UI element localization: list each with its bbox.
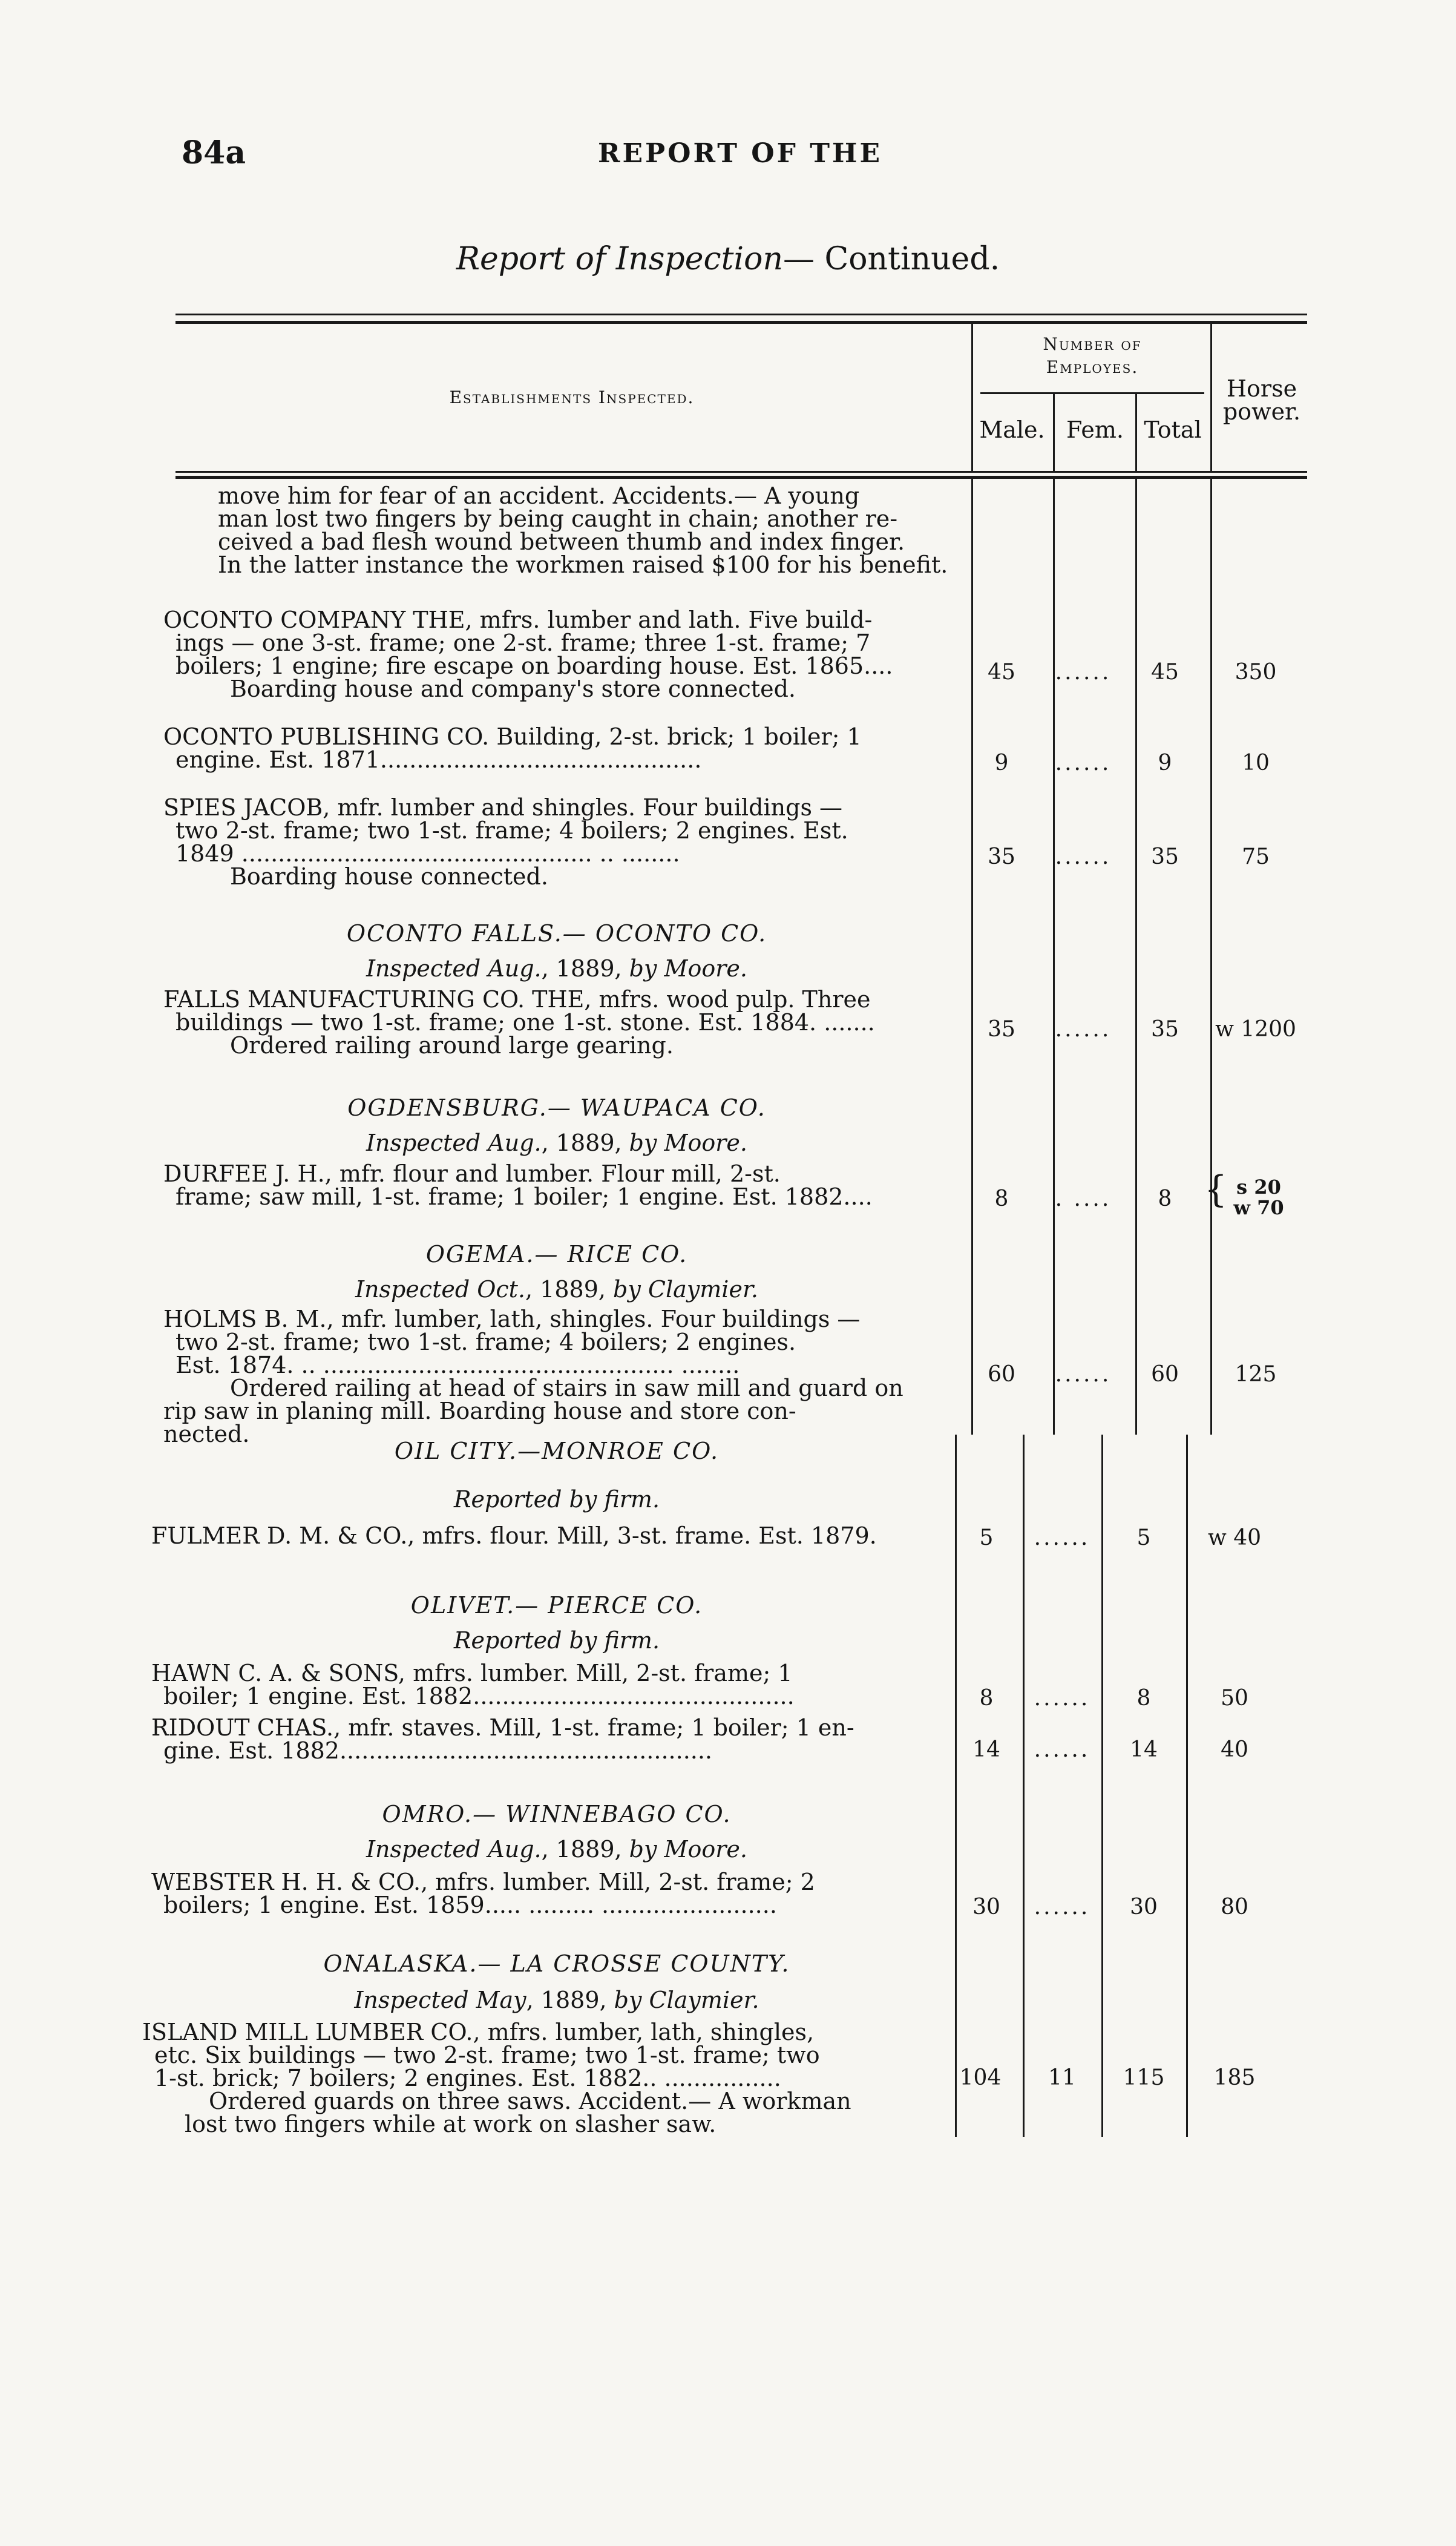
running-title: REPORT OF THE [597,138,883,169]
inspection-note: Inspected Oct., 1889, by Claymier. [355,1276,759,1303]
entry-hawn: HAWN C. A. & SONS, mfrs. lumber. Mill, 2-st. frame; 1 boiler; 1 engine. Est. 1882............................................ [151,1660,795,1709]
total-count: 9 [1158,751,1172,775]
page-number: 84a [182,134,246,171]
fem-count: ...... [1034,1737,1090,1762]
fem-count: ...... [1034,1525,1090,1550]
header-divider [1135,393,1137,471]
entry-oconto-company: OCONTO COMPANY THE, mfrs. lumber and lath. Five build- ings — one 3-st. frame; one 2-st. frame; three 1-st. frame; 7 boilers; 1 engine; fire escape on boarding house. Est. 1865.... Boarding house and company's store connected. [163,607,893,702]
inspection-note: Inspected May, 1889, by Claymier. [354,1987,759,2013]
inspection-note: Inspected Aug., 1889, by Moore. [366,1130,747,1156]
total-count: 45 [1151,660,1179,685]
inspection-note: Inspected Aug., 1889, by Moore. [366,955,747,982]
entry-oconto-publishing: OCONTO PUBLISHING CO. Building, 2-st. brick; 1 boiler; 1 engine. Est. 1871............................................ [163,723,862,773]
column-line [1135,478,1137,1435]
section-heading: OCONTO FALLS.— OCONTO CO. [346,920,767,947]
male-count: 35 [988,1017,1015,1042]
entry-island-mill: ISLAND MILL LUMBER CO., mfrs. lumber, lath, shingles, etc. Six buildings — two 2-st. frame; two 1-st. frame; two 1-st. brick; 7 boilers; 2 engines. Est. 1882.. ................ Ordered guards on three saws. Accident.— A workman lost two fingers while at work on slasher saw. [142,2019,851,2137]
header-divider [1053,393,1055,471]
horse-power-steam: s 20 [1236,1176,1281,1199]
male-count: 35 [988,844,1015,869]
section-heading: OIL CITY.—MONROE CO. [394,1438,720,1464]
total-count: 30 [1130,1895,1158,1919]
column-line [971,478,973,1435]
header-bottom-rule [175,471,1307,473]
horse-power: 50 [1221,1686,1248,1711]
male-count: 9 [994,751,1009,775]
brace-icon: { [1204,1168,1228,1211]
horse-power-water: w 70 [1233,1196,1284,1219]
entry-spies-jacob: SPIES JACOB, mfr. lumber and shingles. Four buildings — two 2-st. frame; two 1-st. frame; 4 boilers; 2 engines. Est. 1849 ................................................ .. ........ Boarding house connected. [163,794,848,890]
header-bottom-rule-thick [175,476,1307,479]
entry-holms: HOLMS B. M., mfr. lumber, lath, shingles. Four buildings — two 2-st. frame; two 1-st. frame; 4 boilers; 2 engines. Est. 1874. .. ................................................ ........ Ordered railing at head of stairs in saw mill and guard on rip saw in planing mill. Boarding house and store con- nected. [163,1306,903,1447]
total-count: 8 [1136,1686,1151,1711]
inspection-note: Reported by firm. [453,1486,660,1513]
section-heading: OMRO.— WINNEBAGO CO. [382,1801,732,1827]
horse-power: 40 [1221,1737,1248,1762]
column-line [1186,1435,1188,2137]
total-count: 5 [1136,1525,1151,1550]
male-count: 30 [972,1895,1000,1919]
fem-count: ...... [1034,1895,1090,1919]
male-count: 104 [959,2065,1002,2090]
male-count: 5 [979,1525,994,1550]
total-count: 115 [1123,2065,1165,2090]
male-count: 14 [972,1737,1000,1762]
fem-count: ...... [1055,844,1112,869]
column-line [1023,1435,1025,2137]
entry-falls-manufacturing: FALLS MANUFACTURING CO. THE, mfrs. wood pulp. Three buildings — two 1-st. frame; one 1-st. stone. Est. 1884. ....... Ordered railing around large gearing. [163,986,875,1059]
male-count: 60 [988,1362,1015,1387]
horse-header: Horse [1226,375,1297,402]
section-heading: OLIVET.— PIERCE CO. [410,1592,703,1619]
fem-header: Fem. [1066,416,1124,443]
fem-count: ...... [1034,1686,1090,1711]
horse-power: 75 [1242,844,1270,869]
header-top-rule-thick [175,321,1307,324]
total-count: 60 [1151,1362,1179,1387]
header-divider [1210,324,1212,471]
total-count: 35 [1151,844,1179,869]
section-heading: ONALASKA.— LA CROSSE COUNTY. [323,1950,790,1977]
column-line [1101,1435,1103,2137]
lead-paragraph: move him for fear of an accident. Accidents.— A young man lost two fingers by being caught in chain; another re- ceived a bad flesh wound between thumb and index finger. In the latter instance the workmen raised $100 for his benefit. [218,482,948,578]
header-divider [971,324,973,471]
entry-ridout: RIDOUT CHAS., mfr. staves. Mill, 1-st. frame; 1 boiler; 1 en- gine. Est. 1882................................................... [151,1714,854,1764]
horse-power: 350 [1235,660,1277,685]
total-count: 8 [1158,1186,1172,1211]
total-count: 35 [1151,1017,1179,1042]
male-header: Male. [979,416,1045,443]
fem-count: . .... [1055,1186,1112,1211]
male-count: 8 [979,1686,994,1711]
employes-underline [980,392,1204,394]
fem-count: ...... [1055,751,1112,775]
entry-durfee: DURFEE J. H., mfr. flour and lumber. Flour mill, 2-st. frame; saw mill, 1-st. frame; 1 boiler; 1 engine. Est. 1882.... [163,1160,873,1210]
horse-power: 125 [1235,1362,1277,1387]
total-count: 14 [1130,1737,1158,1762]
fem-count: ...... [1055,1362,1112,1387]
section-heading: OGEMA.— RICE CO. [425,1241,688,1268]
entry-fulmer: FULMER D. M. & CO., mfrs. flour. Mill, 3-st. frame. Est. 1879. [151,1522,877,1549]
number-of-header: Number of [1043,334,1142,354]
column-line [1053,478,1055,1435]
page-subtitle: Report of Inspection— Continued. [456,241,1000,277]
fem-count: 11 [1048,2065,1076,2090]
horse-power: 185 [1213,2065,1256,2090]
power-header: power. [1222,398,1301,425]
total-header: Total [1144,416,1202,443]
fem-count: ...... [1055,1017,1112,1042]
entry-webster: WEBSTER H. H. & CO., mfrs. lumber. Mill, 2-st. frame; 2 boilers; 1 engine. Est. 1859..... ......... ........................ [151,1869,815,1918]
horse-power: 80 [1221,1895,1248,1919]
horse-power: w 40 [1207,1525,1262,1550]
section-heading: OGDENSBURG.— WAUPACA CO. [347,1094,766,1121]
male-count: 8 [994,1186,1009,1211]
establishments-header: Establishments Inspected. [449,387,695,407]
male-count: 45 [988,660,1015,685]
inspection-note: Inspected Aug., 1889, by Moore. [366,1836,747,1863]
inspection-note: Reported by firm. [453,1627,660,1654]
employes-header: Employes. [1046,357,1139,377]
fem-count: ...... [1055,660,1112,685]
header-top-rule [175,314,1307,315]
column-line [1210,478,1212,1435]
horse-power: 10 [1242,751,1270,775]
horse-power: w 1200 [1215,1017,1296,1042]
